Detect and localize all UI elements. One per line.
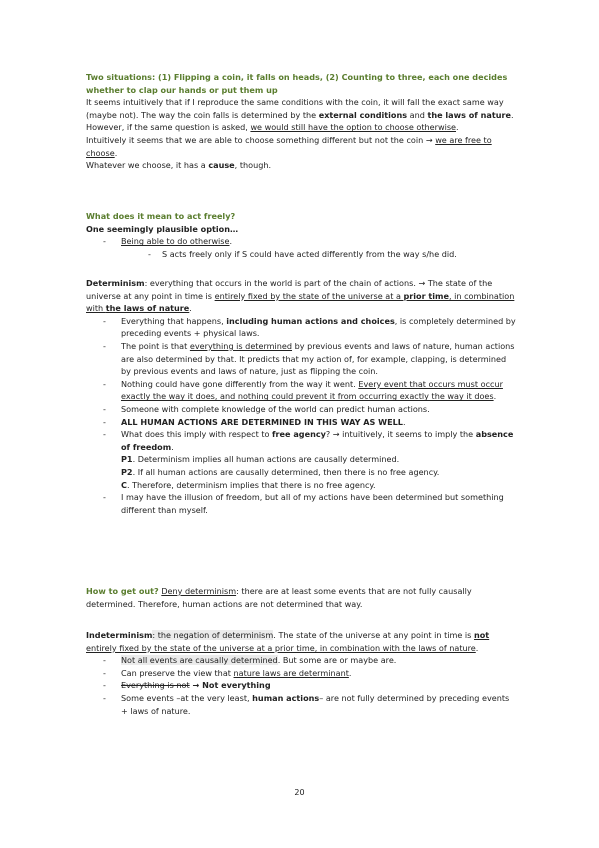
list-sub-item: - S acts freely only if S could have acted differently from the way s/he did. xyxy=(86,248,516,261)
text: Can preserve the view that xyxy=(121,667,234,678)
text: . xyxy=(171,441,174,452)
free-heading: What does it mean to act freely? xyxy=(86,211,236,221)
free-list xyxy=(86,235,516,260)
text: What does this imply with respect to xyxy=(121,429,273,440)
bold-text: free agency xyxy=(272,429,326,440)
text: . xyxy=(189,303,192,314)
text: . The state of the universe at any point in time is xyxy=(273,630,474,640)
intro-paragraph-4 xyxy=(86,159,516,172)
text: : there are at least some events that are not fully causally determined. Therefore, human actions are not determined that way. xyxy=(86,586,472,609)
bold-text: → Not everything xyxy=(189,680,271,691)
text: Whatever we choose, it has a xyxy=(86,160,209,171)
list-item xyxy=(86,428,516,453)
text: . xyxy=(114,147,118,158)
underlined-text: Being able to do otherwise xyxy=(121,236,230,247)
text: . xyxy=(229,236,233,247)
term: Indeterminism xyxy=(86,630,153,640)
text: However, if the same question is asked, xyxy=(86,122,251,133)
term: Determinism xyxy=(86,278,145,288)
text: by previous events and laws of nature, human actions are also determined by that. It predicts that my action of, for example, clapping, is determined by previous events and laws of nature, just as flipping the coin. xyxy=(121,340,515,377)
list-item xyxy=(86,340,516,378)
underlined-text: , in combination with xyxy=(86,290,515,314)
text: . If all human actions are causally determined, then there is no free agency. xyxy=(132,466,440,477)
indeterminism-definition xyxy=(86,629,516,654)
determinism-definition xyxy=(86,277,516,315)
bold-text: absence of freedom xyxy=(121,429,514,452)
page-number: 20 xyxy=(294,788,305,797)
free-section xyxy=(86,210,516,260)
text: : everything that occurs in the world is part of the chain of actions. → The state of the universe at any point in time is xyxy=(86,278,493,301)
question: How to get out? xyxy=(86,586,159,596)
bold-text: not xyxy=(473,630,490,640)
text: . xyxy=(348,667,352,678)
highlighted-text: Not all events are causally determined xyxy=(121,655,278,666)
getout-paragraph xyxy=(86,585,516,610)
intro-paragraph-1 xyxy=(86,96,516,121)
text: . xyxy=(456,122,459,133)
text: . Therefore, determinism implies that there is no free agency. xyxy=(126,479,376,490)
underlined-text: everything is determined xyxy=(189,340,293,351)
text: . Determinism implies all human actions are causally determined. xyxy=(132,454,400,465)
bold-text: human actions xyxy=(252,692,320,703)
text: Some events –at the very least, xyxy=(121,692,253,703)
getout-section xyxy=(86,585,516,610)
list-item xyxy=(86,692,516,717)
underlined-text: nature laws are determinant xyxy=(233,667,349,678)
indeterminism-section xyxy=(86,629,516,717)
text: Intuitively it seems that we are able to choose something different but not the coin → xyxy=(86,134,436,145)
determinism-section xyxy=(86,277,516,516)
text: . But some are or maybe are. xyxy=(277,655,397,666)
intro-paragraph-2 xyxy=(86,121,516,134)
list-item xyxy=(86,235,516,248)
underlined-text: we are free to choose xyxy=(86,134,492,158)
intro-paragraph-3 xyxy=(86,134,516,159)
bold-text: ALL HUMAN ACTIONS ARE DETERMINED IN THIS WAY AS WELL xyxy=(121,416,403,427)
bold-text: C xyxy=(121,479,127,490)
intro-section xyxy=(86,71,516,172)
indeterminism-list xyxy=(86,654,516,717)
text: Nothing could have gone differently from the way it went. xyxy=(121,378,359,389)
list-item xyxy=(86,679,516,692)
text: . xyxy=(402,416,406,427)
bold-text: prior time xyxy=(403,290,449,301)
argument-conclusion xyxy=(86,479,516,492)
argument-premise-1 xyxy=(86,453,516,466)
text: ? → intuitively, it seems to imply the xyxy=(325,429,476,440)
highlighted-text: : the negation of determinism xyxy=(152,630,274,640)
text: . xyxy=(510,109,514,120)
list-item xyxy=(86,416,516,429)
bold-text: P1 xyxy=(121,454,133,465)
text: , though. xyxy=(234,160,272,171)
underlined-text: Every event that occurs must occur exactly the way it does, and nothing could prevent it from occurring exactly the way it does xyxy=(121,378,503,402)
list-item xyxy=(86,654,516,667)
underlined-text: entirely fixed by the state of the universe at a prior time, in combination with the laws of nature xyxy=(86,642,476,653)
free-subheading: One seemingly plausible option… xyxy=(86,223,239,234)
bold-text: P2 xyxy=(121,466,133,477)
bold-text: the laws of nature xyxy=(427,109,511,120)
bold-text: including human actions and choices xyxy=(226,315,395,326)
argument-premise-2 xyxy=(86,466,516,479)
underlined-text: we would still have the option to choose otherwise xyxy=(250,122,457,133)
bold-text: external conditions xyxy=(318,109,408,120)
list-item xyxy=(86,378,516,403)
text: . xyxy=(493,391,497,402)
text: It seems intuitively that if I reproduce the same conditions with the coin, it will fall the exact same way (maybe not). The way the coin falls is determined by the xyxy=(86,97,504,120)
bold-text: cause xyxy=(208,160,235,171)
list-item xyxy=(86,315,516,340)
text: Everything that happens, xyxy=(121,315,227,326)
intro-heading: Two situations: (1) Flipping a coin, it falls on heads, (2) Counting to three, each one decides whether to clap our hands or put them up xyxy=(86,72,508,95)
underlined-text: Deny determinism xyxy=(161,586,237,596)
text: , is completely determined by preceding events + physical laws. xyxy=(121,315,516,339)
list-item: - I may have the illusion of freedom, but all of my actions have been determined but something different than myself. xyxy=(86,491,516,516)
determinism-list xyxy=(86,315,516,517)
bold-text: the laws of nature xyxy=(105,303,190,314)
text: . xyxy=(475,642,479,653)
list-item: - Someone with complete knowledge of the world can predict human actions. xyxy=(86,403,516,416)
underlined-text: entirely fixed by the state of the universe at a xyxy=(214,290,404,301)
strikethrough-text: Everything is not xyxy=(121,680,190,691)
text: – are not fully determined by preceding events + laws of nature. xyxy=(121,692,510,716)
text: The point is that xyxy=(121,340,190,351)
text: and xyxy=(407,109,428,120)
list-item xyxy=(86,667,516,680)
